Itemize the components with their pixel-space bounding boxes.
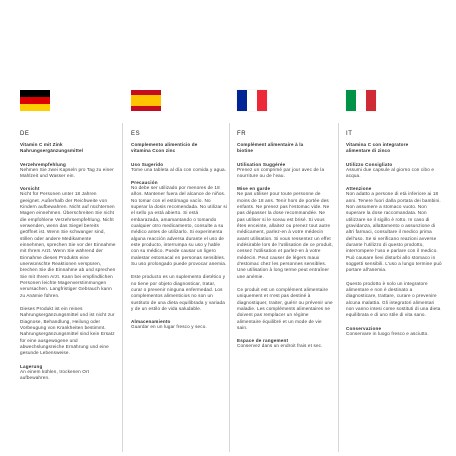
language-code: ES <box>131 131 141 137</box>
usage-text: Tome una tableta al día con comida y agua. <box>131 166 227 172</box>
usage-text: Prenez un comprimé par jour avec de la nourriture ou de l'eau. <box>237 166 325 178</box>
usage-heading: Utilisation Suggérée <box>237 161 286 167</box>
caution-heading: Mise en garde <box>237 186 271 192</box>
storage-heading: Conservazione <box>346 325 382 331</box>
storage-heading: Espace de rangement <box>237 338 289 344</box>
storage-text: Guardar en un lugar fresco y seco. <box>131 324 207 330</box>
italy-flag-icon <box>346 90 376 111</box>
product-title: Complément alimentaire à la biotine <box>237 142 304 154</box>
storage-heading: Almacenamiento <box>131 319 171 325</box>
caution-heading: Attenzione <box>346 186 372 192</box>
storage-text: Conservare in luogo fresco e asciutto. <box>346 330 429 336</box>
germany-flag-icon <box>20 90 50 111</box>
disclaimer-text: Ce produit est un complément alimentaire uniquement et n'est pas destiné à diagnostiquer, traiter, guérir ou prévenir une maladie. Les compléments alimentaires ne doivent pas remplacer un régime alimentaire équilibré et un mode de vie sain. <box>237 286 333 330</box>
usage-text: Assumi due capsule al giorno con cibo e acqua. <box>346 166 435 178</box>
caution-heading: Vorsicht <box>20 186 40 192</box>
column-divider <box>122 123 123 452</box>
product-title: Vitamin C mit Zink Nahrungsergänzungsmittel <box>20 142 84 154</box>
storage-text: Conservez dans un endroit frais et sec. <box>237 343 323 349</box>
spain-flag-icon <box>131 90 161 111</box>
product-title: Vitamina C con integratore alimentare di zinco <box>346 142 409 154</box>
column-de <box>20 90 116 388</box>
caution-text: No debe ser utilizado por menores de 18 años. Mantener fuera del alcance de niños. No tomar con el estómago vacío. No superar la dosis recomendada. No utilizar si el sello ya está abierto. Si está embarazada, amamantando o tomando cualquier otro medicamento, consulte a su médico antes de utilizarlo. Si experimenta alguna reacción adversa durante el uso de este producto, interrumpa su uso y hable con su médico. Puede causar un ligero malestar estomacal en personas sensibles. Su uso prolongado puede provocar anemia. <box>131 184 227 266</box>
usage-heading: Uso Sugerido <box>131 161 164 167</box>
storage-text: An einem kühlen, trockenen Ort aufbewahren. <box>20 368 90 380</box>
usage-heading: Verzehrempfehlung <box>20 161 67 167</box>
france-flag-icon <box>237 90 267 111</box>
column-fr <box>237 90 333 357</box>
disclaimer-text: Dieses Produkt ist ein reines Nahrungsergänzungsmittel und ist nicht zur Diagnose, Behandlung, Heilung oder Vorbeugung von Krankheiten bestimmt. Nahrungsergänzungsmittel sind kein Ersatz für eine ausgewogene und abwechslungsreiche Ernährung und eine gesunde Lebensweise. <box>20 305 115 356</box>
disclaimer-text: Este producto es un suplemento dietético y no tiene por objeto diagnosticar, tratar, curar o prevenir ninguna enfermedad. Los complementos alimenticios no son un sustituto de una dieta equilibrada y variada y de un estilo de vida saludable. <box>131 274 226 311</box>
column-divider <box>338 123 339 452</box>
caution-heading: Precaución <box>131 179 158 185</box>
caution-text: Ne pas utiliser pour toute personne de moins de 18 ans. Tenir hors de portée des enfants. Ne prenez pas l'estomac vide. Ne pas dépasser la dose recommandée. Ne pas utiliser si le sceau est brisé. Si vous êtes enceinte, allaitez ou prenez tout autre médicament, parlez-en à votre médecin avant utilisation. Si vous ressentez un effet indésirable lors de l'utilisation de ce produit, cessez l'utilisation et parlez-en à votre médecin. Peut causer de légers maux d'estomac chez les personnes sensibles. Une utilisation à long terme peut entraîner une anémie. <box>237 191 333 279</box>
column-es <box>131 90 227 338</box>
usage-heading: Utilizzo Consigliato <box>346 161 393 167</box>
language-code: DE <box>20 131 30 137</box>
disclaimer-text: Questo prodotto è solo un integratore alimentare e non è destinato a diagnosticare, trattare, curare o prevenire alcuna malattia. Gli integratori alimentari non vanno intesi come sostituti di una dieta equilibrata e di uno stile di vita sano. <box>346 280 441 318</box>
language-code: IT <box>346 131 353 137</box>
column-it <box>346 90 442 344</box>
usage-text: Nehmen Sie zwei Kapseln pro Tag zu einer Mahlzeit und Wasser ein. <box>20 166 114 178</box>
caution-text: Non adatto a persone di età inferiore ai 18 anni. Tenere fuori dalla portata dei bambini. Non assumere a stomaco vuoto. Non superare la dose raccomandata. Non utilizzare se il sigillo è rotto. In caso di gravidanza, allattamento o assunzione di altri farmaci, consultare il medico prima dell'uso. Se si verificano reazioni avverse durante l'utilizzo di questo prodotto, interrompere l'uso e parlare con il medico. Può causare lievi disturbi allo stomaco in soggetti sensibili. L'uso a lungo termine può portare all'anemia. <box>346 191 442 273</box>
caution-text: Nicht für Personen unter 18 Jahren geeignet. Außerhalb der Reichweite von Kindern aufbewahren. Nicht auf nüchternen Magen einnehmen. Überschreiten Sie nicht die empfohlene Verzehrsempfehlung. Nicht verwenden, wenn das Siegel bereits geöffnet ist. Wenn Sie schwanger sind, stillen oder andere Medikamente einnehmen, sprechen Sie vor der Einnahme mit Ihrem Arzt. Wenn Sie während der Einnahme dieses Produkts eine unerwünschte Reaktionen verspüren, brechen Sie die Einnahme ab und sprechen Sie mit Ihrem Arzt. Kann bei empfindlichen Personen leichte Magenverstimmungen verursachen. Langfristiger Gebrauch kann zu Anämie führen. <box>20 191 116 298</box>
column-divider <box>229 123 230 452</box>
language-code: FR <box>237 131 247 137</box>
storage-heading: Lagerung <box>20 363 43 369</box>
product-title: Complemento alimenticio de vitamina Ccon zinc <box>131 142 198 154</box>
